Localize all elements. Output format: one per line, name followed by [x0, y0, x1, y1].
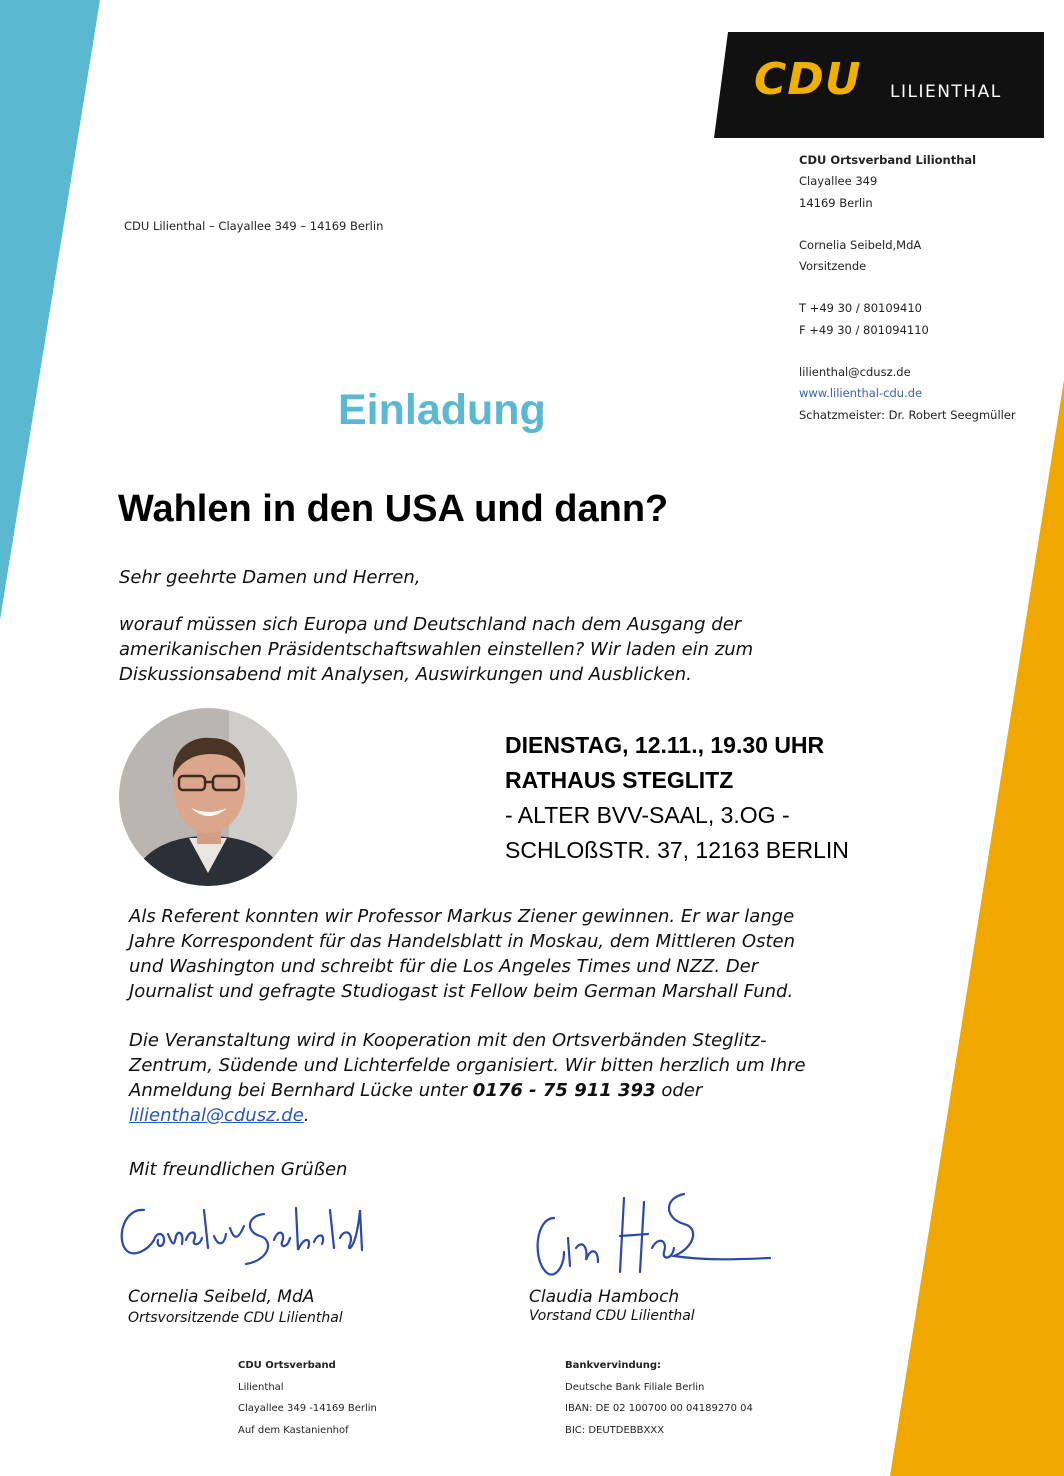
signatory-name: Cornelia Seibeld, MdA	[128, 1287, 315, 1307]
registration-text: oder	[655, 1080, 703, 1101]
footer-address	[238, 1355, 377, 1441]
cdu-logo	[714, 32, 1044, 138]
headline: Wahlen in den USA und dann?	[118, 488, 669, 530]
page-heading: Einladung	[338, 386, 546, 434]
greeting: Sehr geehrte Damen und Herren,	[119, 567, 421, 588]
signature-seibeld	[114, 1188, 374, 1278]
footer-bank	[565, 1355, 753, 1441]
sender-role: Vorsitzende	[799, 259, 867, 274]
footer-line: IBAN: DE 02 100700 00 04189270 04	[565, 1403, 753, 1414]
signature-hamboch	[524, 1188, 784, 1288]
closing: Mit freundlichen Grüßen	[129, 1159, 348, 1180]
signatory-role: Ortsvorsitzende CDU Lilienthal	[128, 1310, 343, 1326]
footer-line: Clayallee 349 -14169 Berlin	[238, 1403, 377, 1414]
logo-text: CDU	[754, 54, 862, 105]
sender-website-link[interactable]: www.lilienthal-cdu.de	[799, 386, 923, 401]
registration-paragraph	[129, 1028, 919, 1128]
registration-period: .	[303, 1105, 310, 1126]
sender-treasurer: Schatzmeister: Dr. Robert Seegmüller	[799, 407, 1016, 422]
footer-line: Auf dem Kastanienhof	[238, 1424, 349, 1436]
speaker-line: Als Referent konnten wir Professor Markus Ziener gewinnen. Er war lange	[129, 906, 795, 927]
sender-block	[799, 150, 1016, 426]
speaker-line: und Washington und schreibt für die Los Angeles Times und NZZ. Der	[129, 956, 759, 977]
event-venue: RATHAUS STEGLITZ	[505, 767, 734, 793]
sender-org: CDU Ortsverband Lilionthal	[799, 153, 977, 167]
registration-line: Zentrum, Südende und Lichterfelde organisiert. Wir bitten herzlich um Ihre	[129, 1055, 806, 1076]
event-details	[505, 728, 849, 868]
event-room: - ALTER BVV-SAAL, 3.OG -	[505, 802, 790, 828]
sender-email[interactable]: lilienthal@cdusz.de	[799, 365, 911, 380]
registration-line	[129, 1103, 919, 1128]
registration-text: Anmeldung bei Bernhard Lücke unter	[129, 1080, 473, 1101]
sender-street: Clayallee 349	[799, 174, 878, 189]
sender-fax: F +49 30 / 801094110	[799, 322, 929, 337]
intro-line: worauf müssen sich Europa und Deutschland nach dem Ausgang der	[119, 614, 742, 635]
speaker-photo	[119, 708, 297, 886]
registration-email-link[interactable]: lilienthal@cdusz.de	[129, 1105, 304, 1126]
return-address: CDU Lilienthal – Clayallee 349 – 14169 Berlin	[124, 219, 384, 233]
logo-subtitle: LILIENTHAL	[890, 82, 1002, 102]
intro-line: amerikanischen Präsidentschaftswahlen einstellen? Wir laden ein zum	[119, 639, 754, 660]
footer-title: Bankvervindung:	[565, 1360, 661, 1371]
intro-paragraph	[119, 612, 879, 687]
footer-title: CDU Ortsverband	[238, 1360, 336, 1371]
blue-side-band	[0, 0, 100, 620]
speaker-line: Jahre Korrespondent für das Handelsblatt in Moskau, dem Mittleren Osten	[129, 931, 795, 952]
signatory-name: Claudia Hamboch	[529, 1287, 680, 1307]
sender-person: Cornelia Seibeld,MdA	[799, 237, 922, 252]
registration-phone: 0176 - 75 911 393	[472, 1080, 656, 1101]
footer-line: Lilienthal	[238, 1381, 284, 1393]
event-address: SCHLOßSTR. 37, 12163 BERLIN	[505, 837, 849, 863]
sender-city: 14169 Berlin	[799, 195, 873, 210]
registration-line: Die Veranstaltung wird in Kooperation mit den Ortsverbänden Steglitz-	[129, 1030, 767, 1051]
signatory-role: Vorstand CDU Lilienthal	[529, 1308, 695, 1324]
footer-line: Deutsche Bank Filiale Berlin	[565, 1381, 705, 1393]
sender-phone: T +49 30 / 80109410	[799, 301, 922, 316]
speaker-paragraph	[129, 904, 919, 1004]
footer-line: BIC: DEUTDEBBXXX	[565, 1424, 665, 1436]
registration-line	[129, 1078, 919, 1103]
speaker-line: Journalist und gefragte Studiogast ist Fellow beim German Marshall Fund.	[129, 981, 794, 1002]
event-date: DIENSTAG, 12.11., 19.30 UHR	[505, 732, 825, 758]
intro-line: Diskussionsabend mit Analysen, Auswirkungen und Ausblicken.	[119, 664, 692, 685]
